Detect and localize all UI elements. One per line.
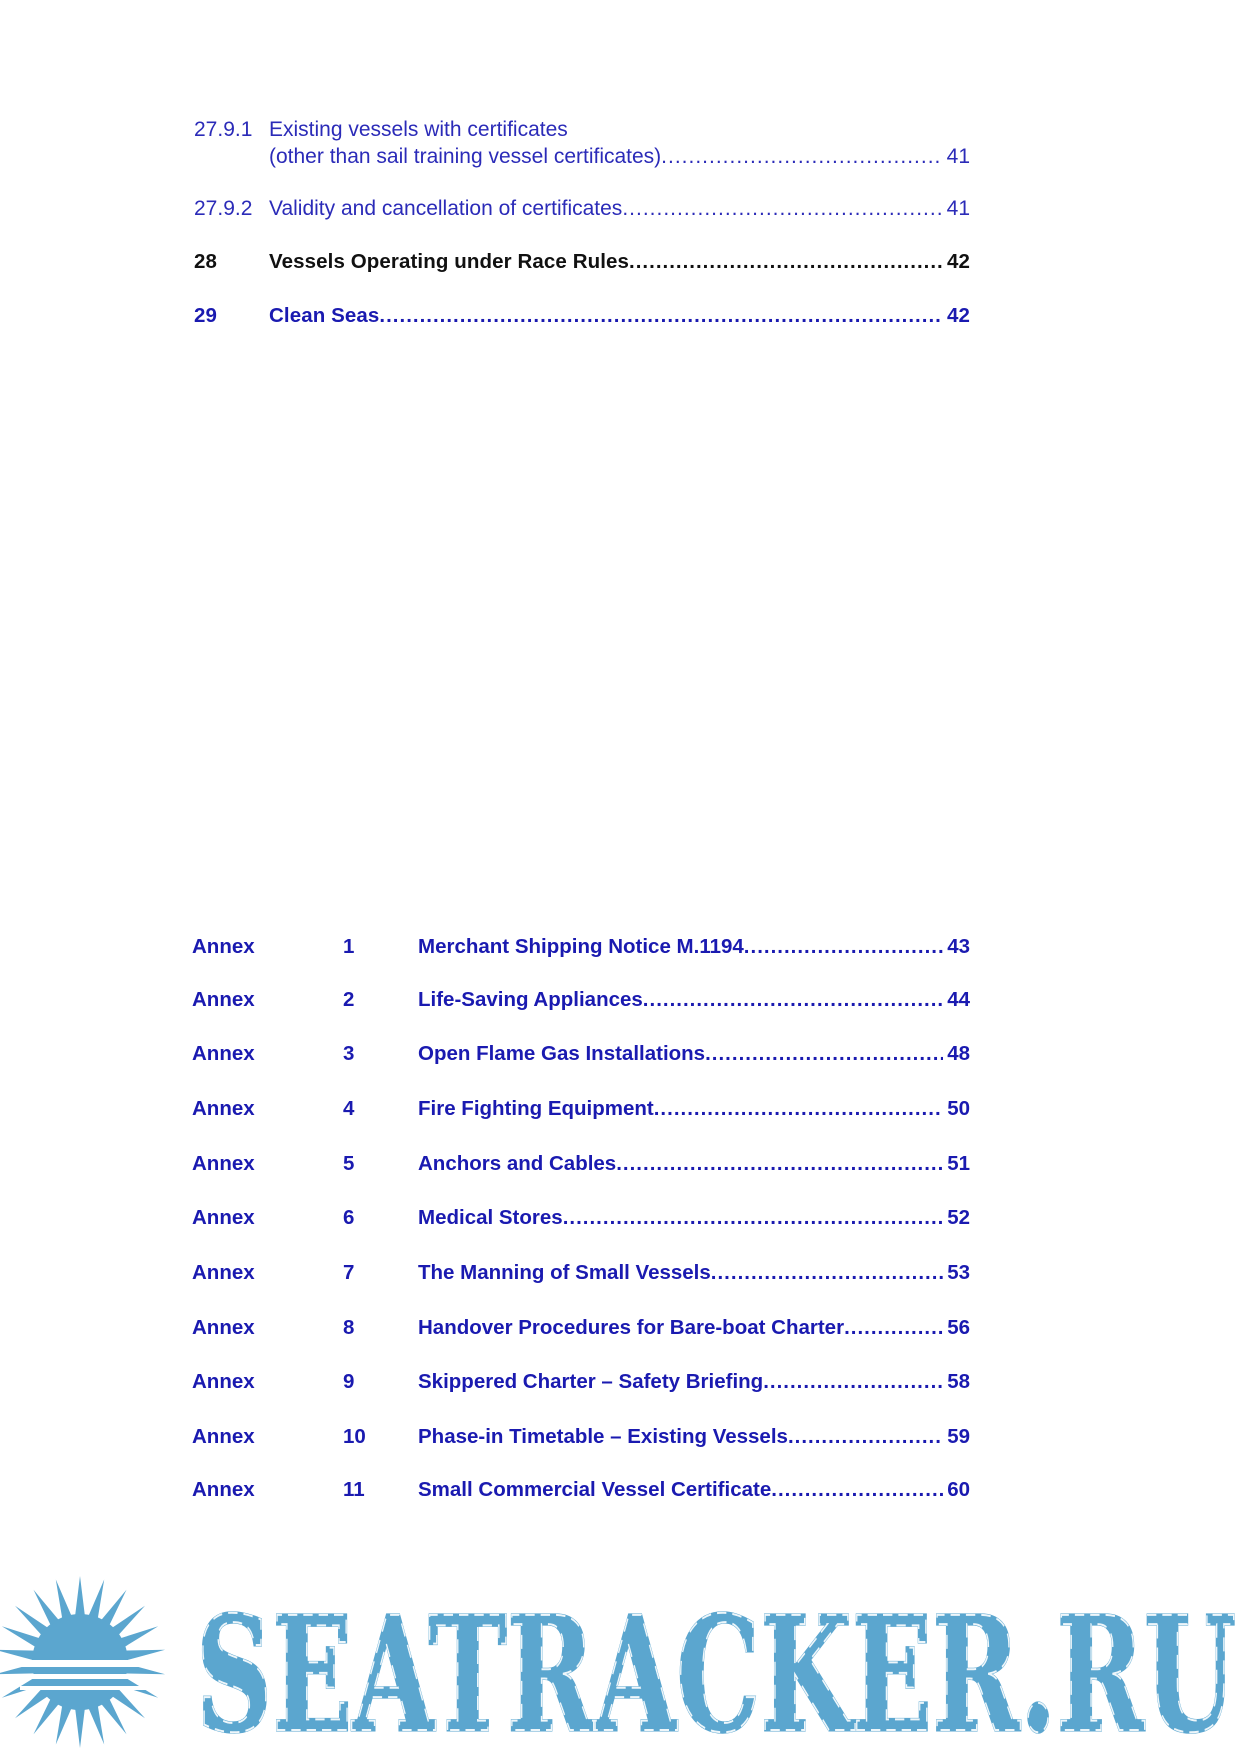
annex-page-number: 58 <box>947 1370 970 1393</box>
dot-leader <box>563 1204 943 1231</box>
annex-number: 4 <box>343 1097 355 1120</box>
annex-page-number: 51 <box>947 1152 970 1175</box>
annex-label: Annex <box>192 1316 255 1339</box>
annex-title: Fire Fighting Equipment <box>418 1097 654 1120</box>
toc-title: Vessels Operating under Race Rules <box>269 250 630 273</box>
annex-page-number: 60 <box>947 1478 970 1501</box>
toc-title: Clean Seas <box>269 304 380 327</box>
annex-number: 11 <box>343 1478 365 1501</box>
annex-title: Medical Stores <box>418 1206 563 1229</box>
toc-number: 29 <box>194 304 218 327</box>
annex-label: Annex <box>192 1042 255 1065</box>
annex-label: Annex <box>192 1425 255 1448</box>
dot-leader <box>661 143 942 170</box>
annex-title: Phase-in Timetable – Existing Vessels <box>418 1425 788 1448</box>
dot-leader <box>643 986 943 1013</box>
toc-number: 27.9.2 <box>194 197 253 220</box>
dot-leader <box>763 1368 943 1395</box>
annex-page-number: 44 <box>947 988 970 1011</box>
dot-leader <box>844 1314 943 1341</box>
toc-title-continued: (other than sail training vessel certificates) <box>269 145 662 168</box>
dot-leader <box>705 1040 943 1067</box>
dot-leader <box>616 1150 943 1177</box>
dot-leader <box>744 933 943 960</box>
sun-icon <box>0 1576 165 1748</box>
dot-leader <box>629 248 943 275</box>
annex-label: Annex <box>192 1152 255 1175</box>
annex-page-number: 59 <box>947 1425 970 1448</box>
annex-title: Merchant Shipping Notice M.1194 <box>418 935 744 958</box>
annex-title: Small Commercial Vessel Certificate <box>418 1478 772 1501</box>
annex-number: 3 <box>343 1042 355 1065</box>
toc-page-number: 42 <box>946 304 970 327</box>
annex-page-number: 43 <box>947 935 970 958</box>
toc-title: Validity and cancellation of certificates <box>269 197 623 220</box>
toc-title: Existing vessels with certificates <box>269 118 568 141</box>
annex-number: 1 <box>343 935 355 958</box>
annex-page-number: 50 <box>947 1097 970 1120</box>
annex-number: 2 <box>343 988 355 1011</box>
annex-number: 7 <box>343 1261 355 1284</box>
annex-label: Annex <box>192 1370 255 1393</box>
annex-page-number: 53 <box>947 1261 970 1284</box>
annex-number: 8 <box>343 1316 355 1339</box>
dot-leader <box>622 195 942 222</box>
annex-number: 5 <box>343 1152 355 1175</box>
annex-label: Annex <box>192 1097 255 1120</box>
annex-title: Anchors and Cables <box>418 1152 617 1175</box>
annex-number: 10 <box>343 1425 366 1448</box>
annex-page-number: 56 <box>947 1316 970 1339</box>
annex-title: Open Flame Gas Installations <box>418 1042 706 1065</box>
toc-number: 28 <box>194 250 218 273</box>
dot-leader <box>771 1476 943 1503</box>
dot-leader <box>711 1259 943 1286</box>
annex-page-number: 52 <box>947 1206 970 1229</box>
dot-leader <box>788 1423 943 1450</box>
annex-page-number: 48 <box>947 1042 970 1065</box>
toc-page-number: 42 <box>946 250 970 273</box>
watermark-text: SEATRACKER.RU <box>196 1583 1236 1754</box>
annex-number: 6 <box>343 1206 355 1229</box>
toc-page-number: 41 <box>946 145 970 168</box>
dot-leader <box>654 1095 943 1122</box>
seatracker-watermark <box>0 1570 1241 1754</box>
dot-leader <box>379 302 943 329</box>
toc-page-number: 41 <box>946 197 970 220</box>
annex-label: Annex <box>192 1478 255 1501</box>
annex-label: Annex <box>192 935 255 958</box>
annex-title: Skippered Charter – Safety Briefing <box>418 1370 764 1393</box>
toc-number: 27.9.1 <box>194 118 253 141</box>
annex-label: Annex <box>192 988 255 1011</box>
annex-label: Annex <box>192 1206 255 1229</box>
annex-title: The Manning of Small Vessels <box>418 1261 711 1284</box>
annex-title: Life-Saving Appliances <box>418 988 643 1011</box>
annex-title: Handover Procedures for Bare-boat Charter <box>418 1316 845 1339</box>
watermark-stencil-overlay: SEATRACKER.RU <box>196 1583 1236 1754</box>
annex-number: 9 <box>343 1370 355 1393</box>
annex-label: Annex <box>192 1261 255 1284</box>
